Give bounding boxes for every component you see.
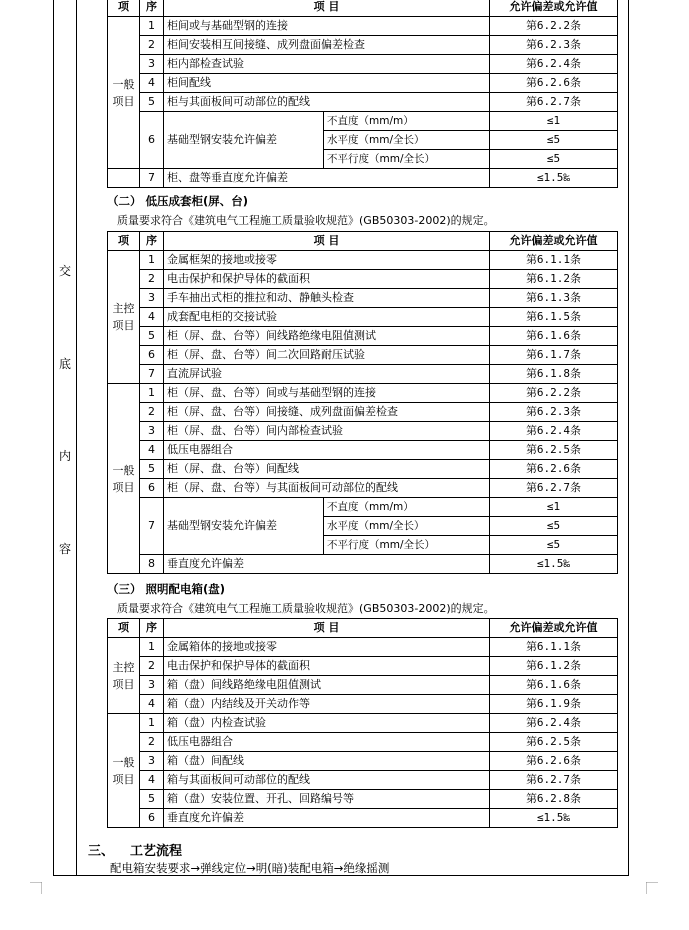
sub-item-cell: 不直度（mm/m） (324, 498, 490, 517)
section-note: 质量要求符合《建筑电气工程施工质量验收规范》(GB50303-2002)的规定。 (117, 602, 495, 615)
item-cell: 箱（盘）内结线及开关动作等 (164, 695, 490, 714)
seq-cell: 7 (140, 169, 164, 188)
item-cell: 低压电器组合 (164, 733, 490, 752)
seq-cell: 5 (140, 460, 164, 479)
header-seq: 序 (140, 0, 164, 17)
section-note: 质量要求符合《建筑电气工程施工质量验收规范》(GB50303-2002)的规定。 (117, 214, 495, 227)
sub-item-cell: 水平度（mm/全长） (324, 131, 490, 150)
std-cell: 第6.2.2条 (490, 17, 618, 36)
table-row (108, 657, 618, 676)
table-row (108, 422, 618, 441)
item-cell: 基础型钢安装允许偏差 (164, 498, 324, 555)
table-row (108, 270, 618, 289)
item-cell: 柜（屏、盘、台等）与其面板间可动部位的配线 (164, 479, 490, 498)
category-label: 一般项目 (112, 77, 135, 108)
table-row (108, 365, 618, 384)
corner-mark-left (30, 882, 42, 894)
seq-cell: 2 (140, 270, 164, 289)
seq-cell: 5 (140, 327, 164, 346)
seq-cell: 4 (140, 308, 164, 327)
seq-cell: 4 (140, 74, 164, 93)
std-cell: 第6.1.1条 (490, 251, 618, 270)
std-cell: 第6.2.6条 (490, 74, 618, 93)
item-cell: 手车抽出式柜的推拉和动、静触头检查 (164, 289, 490, 308)
item-cell: 箱（盘）间配线 (164, 752, 490, 771)
seq-cell: 3 (140, 676, 164, 695)
item-cell: 柜内部检查试验 (164, 55, 490, 74)
seq-cell: 3 (140, 752, 164, 771)
table-row (108, 93, 618, 112)
sub-item-cell: 不直度（mm/m） (324, 112, 490, 131)
std-cell: 第6.2.4条 (490, 422, 618, 441)
item-cell: 电击保护和保护导体的截面积 (164, 657, 490, 676)
std-cell: 第6.1.5条 (490, 308, 618, 327)
seq-cell: 2 (140, 403, 164, 422)
table-row (108, 733, 618, 752)
table-row (108, 308, 618, 327)
std-cell: 第6.1.7条 (490, 346, 618, 365)
item-cell: 箱（盘）安装位置、开孔、回路编号等 (164, 790, 490, 809)
item-cell: 柜（屏、盘、台等）间内部检查试验 (164, 422, 490, 441)
seq-cell: 4 (140, 771, 164, 790)
table-row (108, 809, 618, 828)
process-flow: 配电箱安装要求→弹线定位→明(暗)装配电箱→绝缘摇测 (110, 861, 390, 875)
item-cell: 金属箱体的接地或接零 (164, 638, 490, 657)
seq-cell: 3 (140, 289, 164, 308)
item-cell: 柜（屏、盘、台等）间二次回路耐压试验 (164, 346, 490, 365)
left-column-divider (76, 0, 77, 875)
item-cell: 柜间或与基础型钢的连接 (164, 17, 490, 36)
seq-cell: 4 (140, 695, 164, 714)
item-cell: 箱（盘）内检查试验 (164, 714, 490, 733)
std-cell: ≤1.5‰ (490, 555, 618, 574)
seq-cell: 6 (140, 346, 164, 365)
std-cell: 第6.1.2条 (490, 270, 618, 289)
std-cell: ≤1.5‰ (490, 169, 618, 188)
item-cell: 电击保护和保护导体的截面积 (164, 270, 490, 289)
category-cell (108, 251, 140, 384)
table-row (108, 790, 618, 809)
table-row (108, 112, 618, 131)
sub-item-cell: 不平行度（mm/全长） (324, 150, 490, 169)
seq-cell: 5 (140, 93, 164, 112)
seq-cell: 6 (140, 809, 164, 828)
std-cell: 第6.1.1条 (490, 638, 618, 657)
std-cell: 第6.2.7条 (490, 479, 618, 498)
table-row (108, 676, 618, 695)
std-cell: ≤5 (490, 131, 618, 150)
header-seq: 序 (140, 232, 164, 251)
item-cell: 柜（屏、盘、台等）间配线 (164, 460, 490, 479)
std-cell: 第6.2.2条 (490, 384, 618, 403)
seq-cell: 6 (140, 112, 164, 169)
category-label: 主控项目 (112, 302, 135, 332)
table-row (108, 327, 618, 346)
header-content: 项 目 (164, 232, 490, 251)
category-cell (108, 17, 140, 169)
table-header-row (108, 0, 618, 17)
item-cell: 柜（屏、盘、台等）间接缝、成列盘面偏差检查 (164, 403, 490, 422)
table-row (108, 441, 618, 460)
std-cell: 第6.2.3条 (490, 36, 618, 55)
std-cell: ≤5 (490, 150, 618, 169)
table-row (108, 17, 618, 36)
std-cell: 第6.2.6条 (490, 460, 618, 479)
header-item: 项 (108, 0, 140, 17)
table-row (108, 479, 618, 498)
item-cell: 柜（屏、盘、台等）间或与基础型钢的连接 (164, 384, 490, 403)
std-cell: ≤5 (490, 517, 618, 536)
seq-cell: 1 (140, 638, 164, 657)
table-row (108, 251, 618, 270)
std-cell: ≤5 (490, 536, 618, 555)
header-item: 项 (108, 619, 140, 638)
std-cell: 第6.1.6条 (490, 327, 618, 346)
category-label: 一般项目 (112, 755, 135, 786)
table-row (108, 289, 618, 308)
table-row (108, 36, 618, 55)
table-header-row (108, 232, 618, 251)
table-row (108, 384, 618, 403)
category-cell (108, 714, 140, 828)
std-cell: 第6.2.4条 (490, 714, 618, 733)
std-cell: 第6.2.6条 (490, 752, 618, 771)
table-lighting-box (107, 618, 618, 828)
item-cell: 低压电器组合 (164, 441, 490, 460)
seq-cell: 7 (140, 365, 164, 384)
std-cell: 第6.2.7条 (490, 771, 618, 790)
table-row (108, 346, 618, 365)
std-cell: 第6.2.5条 (490, 441, 618, 460)
std-cell: 第6.2.4条 (490, 55, 618, 74)
seq-cell: 6 (140, 479, 164, 498)
item-cell: 柜、盘等垂直度允许偏差 (164, 169, 490, 188)
std-cell: ≤1 (490, 112, 618, 131)
seq-cell: 5 (140, 790, 164, 809)
table-row (108, 74, 618, 93)
heading-number: 三、 (88, 844, 115, 859)
seq-cell: 3 (140, 55, 164, 74)
std-cell: 第6.1.8条 (490, 365, 618, 384)
section-title: （二） 低压成套柜(屏、台) (107, 194, 249, 208)
std-cell: 第6.1.3条 (490, 289, 618, 308)
side-label-char: 交 (58, 264, 71, 278)
item-cell: 成套配电柜的交接试验 (164, 308, 490, 327)
item-cell: 箱与其面板间可动部位的配线 (164, 771, 490, 790)
std-cell: 第6.2.5条 (490, 733, 618, 752)
header-content: 项 目 (164, 0, 490, 17)
side-label-column (54, 0, 76, 875)
table-row (108, 638, 618, 657)
std-cell: 第6.2.3条 (490, 403, 618, 422)
item-cell: 垂直度允许偏差 (164, 555, 490, 574)
header-tolerance: 允许偏差或允许值 (490, 619, 618, 638)
category-cell (108, 384, 140, 574)
table-row (108, 555, 618, 574)
header-tolerance: 允许偏差或允许值 (490, 0, 618, 17)
seq-cell: 1 (140, 714, 164, 733)
seq-cell: 2 (140, 36, 164, 55)
category-label: 一般项目 (112, 463, 135, 494)
std-cell: ≤1 (490, 498, 618, 517)
table-header-row (108, 619, 618, 638)
std-cell: 第6.1.9条 (490, 695, 618, 714)
item-cell: 柜（屏、盘、台等）间线路绝缘电阻值测试 (164, 327, 490, 346)
header-content: 项 目 (164, 619, 490, 638)
item-cell: 金属框架的接地或接零 (164, 251, 490, 270)
table-row (108, 752, 618, 771)
item-cell: 柜间安装相互间接缝、成列盘面偏差检查 (164, 36, 490, 55)
seq-cell: 1 (140, 251, 164, 270)
seq-cell: 4 (140, 441, 164, 460)
seq-cell: 3 (140, 422, 164, 441)
section-title: （三） 照明配电箱(盘) (107, 582, 226, 596)
seq-cell: 2 (140, 733, 164, 752)
heading-process: 工艺流程 (130, 844, 183, 859)
seq-cell: 1 (140, 17, 164, 36)
std-cell: 第6.2.8条 (490, 790, 618, 809)
table-cabinet-general (107, 0, 618, 188)
table-row (108, 695, 618, 714)
corner-mark-right (646, 882, 658, 894)
table-row (108, 403, 618, 422)
table-row (108, 714, 618, 733)
side-label-char: 底 (58, 357, 71, 371)
item-cell: 箱（盘）间线路绝缘电阻值测试 (164, 676, 490, 695)
item-cell: 柜与其面板间可动部位的配线 (164, 93, 490, 112)
item-cell: 基础型钢安装允许偏差 (164, 112, 324, 169)
std-cell: ≤1.5‰ (490, 809, 618, 828)
table-row (108, 771, 618, 790)
table-row (108, 460, 618, 479)
item-cell: 柜间配线 (164, 74, 490, 93)
sub-item-cell: 不平行度（mm/全长） (324, 536, 490, 555)
std-cell: 第6.2.7条 (490, 93, 618, 112)
seq-cell: 8 (140, 555, 164, 574)
category-label: 主控项目 (112, 660, 135, 691)
table-row (108, 169, 618, 188)
item-cell: 垂直度允许偏差 (164, 809, 490, 828)
seq-cell: 2 (140, 657, 164, 676)
side-label-char: 内 (58, 449, 71, 463)
table-row (108, 55, 618, 74)
side-label-char: 容 (58, 542, 71, 556)
std-cell: 第6.1.6条 (490, 676, 618, 695)
item-cell: 直流屏试验 (164, 365, 490, 384)
table-row (108, 498, 618, 517)
header-tolerance: 允许偏差或允许值 (490, 232, 618, 251)
std-cell: 第6.1.2条 (490, 657, 618, 676)
header-seq: 序 (140, 619, 164, 638)
category-cell (108, 638, 140, 714)
seq-cell: 7 (140, 498, 164, 555)
sub-item-cell: 水平度（mm/全长） (324, 517, 490, 536)
table-low-voltage-cabinet (107, 231, 618, 574)
header-item: 项 (108, 232, 140, 251)
seq-cell: 1 (140, 384, 164, 403)
